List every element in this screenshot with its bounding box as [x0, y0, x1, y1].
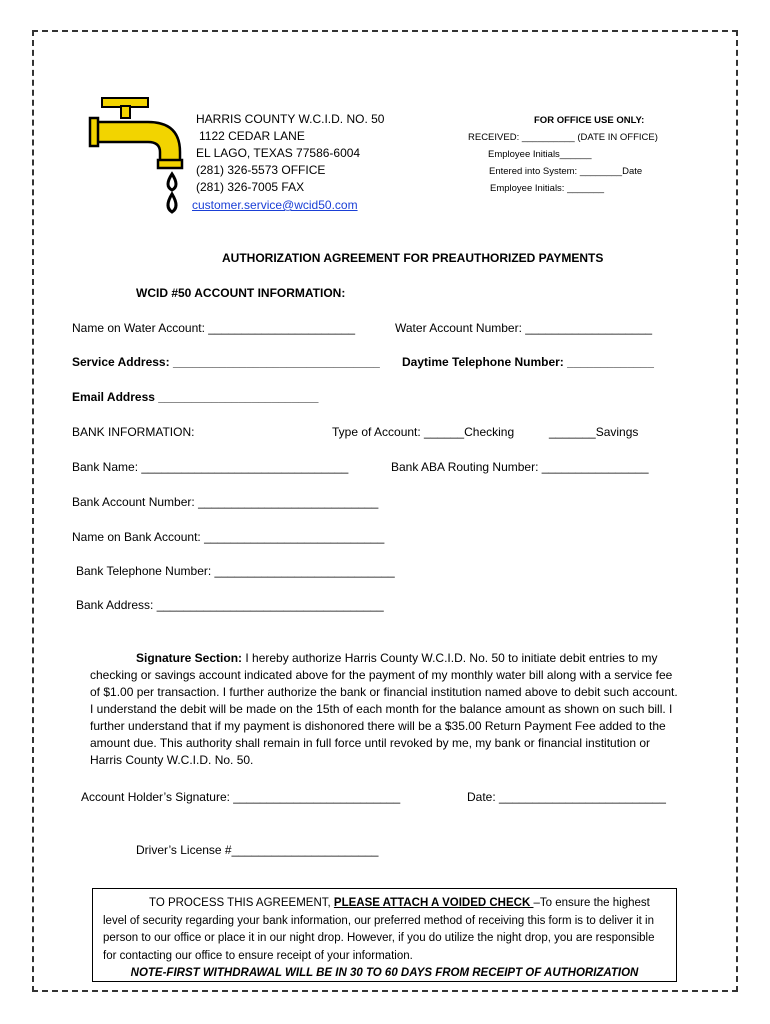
bank-info-heading: BANK INFORMATION:	[72, 425, 195, 439]
savings-option[interactable]: _______Savings	[549, 425, 639, 439]
account-section-heading: WCID #50 ACCOUNT INFORMATION:	[136, 286, 346, 300]
notice-emphasis: PLEASE ATTACH A VOIDED CHECK	[333, 897, 534, 909]
email-link[interactable]: customer.service@wcid50.com	[192, 198, 358, 212]
water-account-number-field[interactable]: Water Account Number: ___________________	[395, 321, 653, 335]
employee-initials-1: Employee Initials______	[488, 149, 592, 160]
signature-paragraph	[90, 650, 680, 769]
email-address-field[interactable]: Email Address ________________________	[72, 390, 319, 404]
bank-name-field[interactable]: Bank Name: _______________________________	[72, 460, 349, 474]
org-name: HARRIS COUNTY W.C.I.D. NO. 50	[196, 112, 385, 126]
signature-date-field[interactable]: Date: _________________________	[467, 790, 666, 804]
notice-intro: TO PROCESS THIS AGREEMENT,	[149, 897, 334, 909]
notice-box	[92, 888, 677, 982]
checking-option[interactable]: Type of Account: ______Checking	[332, 425, 515, 439]
name-on-water-account-field[interactable]: Name on Water Account: ______________________	[72, 321, 356, 335]
received-line: RECEIVED: __________ (DATE IN OFFICE)	[468, 132, 658, 143]
form-title: AUTHORIZATION AGREEMENT FOR PREAUTHORIZED PAYMENTS	[222, 251, 604, 265]
notice-body: –To ensure the highest level of security regarding your bank information, our preferred method of receiving this form is to deliver it in person to our office or place it in our night drop. However, if you do utilize the night drop, you are responsible for contacting our office to ensure receipt of your information.	[103, 897, 655, 962]
office-use-title: FOR OFFICE USE ONLY:	[534, 115, 645, 126]
office-phone: (281) 326-5573 OFFICE	[196, 163, 326, 177]
service-address-field[interactable]: Service Address: _______________________________	[72, 355, 380, 369]
fax-number: (281) 326-7005 FAX	[196, 180, 305, 194]
notice-final: NOTE-FIRST WITHDRAWAL WILL BE IN 30 TO 60 DAYS FROM RECEIPT OF AUTHORIZATION	[130, 967, 639, 979]
bank-aba-field[interactable]: Bank ABA Routing Number: ________________	[391, 460, 649, 474]
drivers-license-field[interactable]: Driver’s License #______________________	[136, 843, 379, 857]
signature-text: I hereby authorize Harris County W.C.I.D. No. 50 to initiate debit entries to my checking or savings account indicated above for the payment of my monthly water bill along with a service fee of $1.00 per transaction. I further authorize the bank or financial institution named above to debit such account. I understand the debit will be made on the 15th of each month for the balance amount as shown on such bill. I further understand that if my payment is dishonored there will be a $35.00 Return Payment Fee added to the amount due. This authority shall remain in full force until revoked by me, my bank or financial institution or Harris County W.C.I.D. No. 50.	[90, 651, 678, 767]
city-address: EL LAGO, TEXAS 77586-6004	[196, 146, 361, 160]
daytime-phone-field[interactable]: Daytime Telephone Number: _____________	[402, 355, 654, 369]
faucet-logo-icon	[88, 94, 188, 222]
signature-heading: Signature Section:	[136, 651, 243, 665]
entered-system-line: Entered into System: ________Date	[489, 166, 643, 177]
name-on-bank-account-field[interactable]: Name on Bank Account: ___________________________	[72, 530, 385, 544]
account-holder-signature-field[interactable]: Account Holder’s Signature: _________________________	[81, 790, 401, 804]
street-address: 1122 CEDAR LANE	[199, 129, 305, 143]
bank-telephone-field[interactable]: Bank Telephone Number: ___________________________	[76, 564, 395, 578]
employee-initials-2: Employee Initials: _______	[490, 183, 605, 194]
bank-account-number-field[interactable]: Bank Account Number: ___________________________	[72, 495, 379, 509]
bank-address-field[interactable]: Bank Address: __________________________________	[76, 598, 384, 612]
